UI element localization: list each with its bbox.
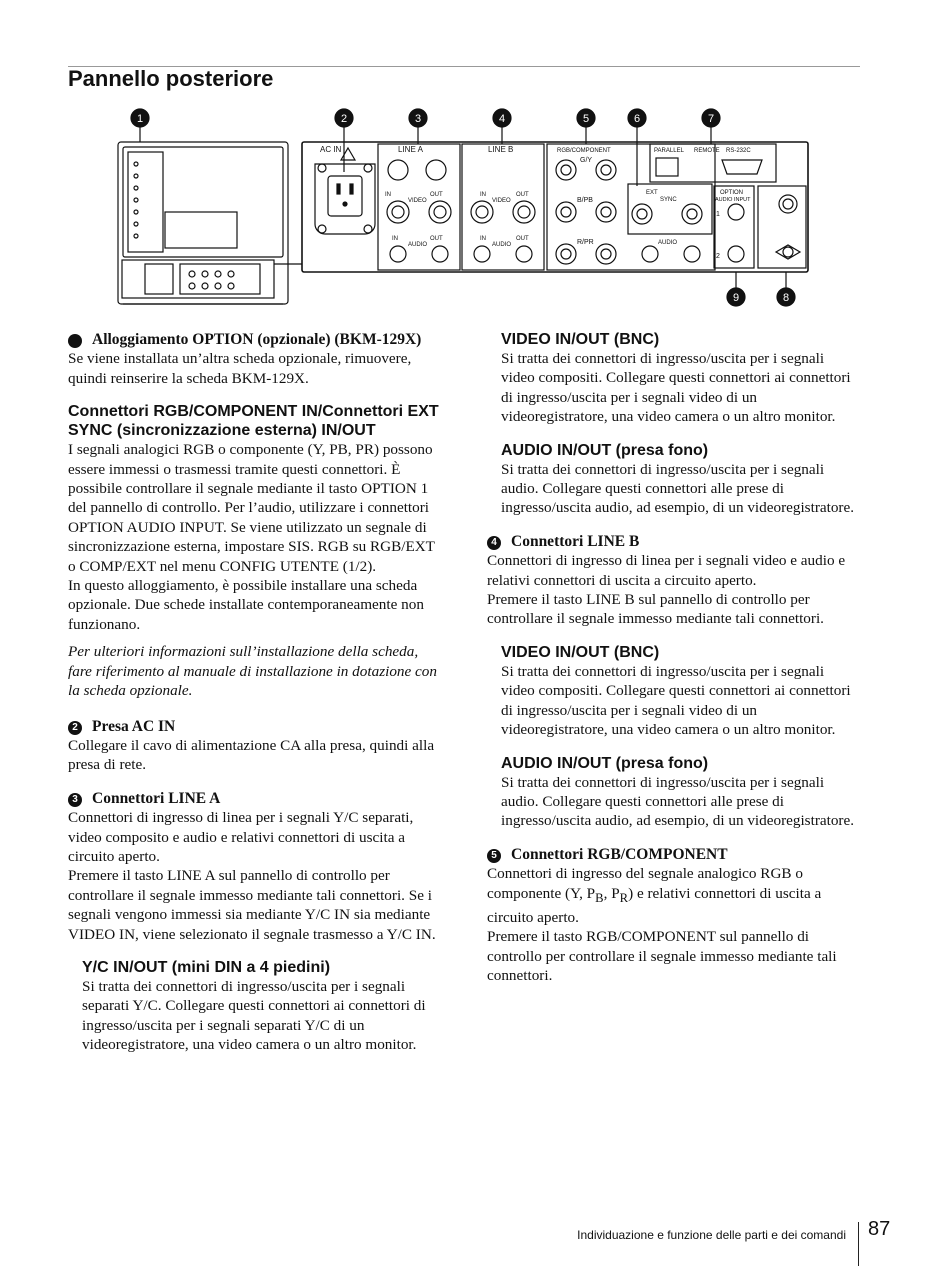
svg-text:G/Y: G/Y xyxy=(580,157,593,164)
svg-text:2: 2 xyxy=(716,253,720,260)
callout-5 xyxy=(577,109,595,144)
section-1-heading: 1 Alloggiamento OPTION (opzionale) (BKM-129X) xyxy=(56,331,422,348)
page-title: Pannello posteriore xyxy=(68,66,274,91)
section-5-heading: 5 Connettori RGB/COMPONENT xyxy=(487,845,859,864)
callout-3 xyxy=(409,109,427,144)
callout-number: 5 xyxy=(487,849,501,863)
section-5-body-2: Premere il tasto RGB/COMPONENT sul pannello di controllo per controllare il segnale immesso mediante tali connettori. xyxy=(487,928,837,985)
audio-in-out-subheading: AUDIO IN/OUT (presa fono) xyxy=(501,441,709,459)
svg-text:5: 5 xyxy=(582,113,590,125)
video-in-out-subheading-b: VIDEO IN/OUT (BNC) xyxy=(501,643,660,661)
svg-text:REMOTE: REMOTE xyxy=(694,148,720,154)
option-audio-input-block xyxy=(714,186,754,268)
left-column xyxy=(56,330,440,1055)
yc-subheading: Y/C IN/OUT (mini DIN a 4 piedini) xyxy=(82,958,331,976)
rgb-component-body-1: I segnali analogici RGB o componente (Y, PB, PR) possono essere immessi o trasmessi tramite questi connettori. È possibile controllare il segnale mediante il tasto OPTION 1 del pannello di controllo. Per l’audio, utilizzare i connettori OPTION AUDIO INPUT. Se viene utilizzato un segnale di sincronizzazione esterna, impostare SIS. RGB su RGB/EXT o COMP/EXT nel menu CONFIG UTENTE (1/2). xyxy=(68,441,435,575)
section-4-body-2: Premere il tasto LINE B sul pannello di controllo per controllare il segnale immesso mediante tali connettori. xyxy=(487,591,824,628)
right-column xyxy=(487,330,859,986)
rear-panel-figure xyxy=(110,104,820,309)
svg-text:LINE B: LINE B xyxy=(488,145,514,154)
section-4-heading: 4 Connettori LINE B xyxy=(487,532,859,551)
svg-text:IN: IN xyxy=(385,192,391,198)
page-number: 87 xyxy=(868,1218,891,1240)
video-in-out-body-b: Si tratta dei connettori di ingresso/uscita per i segnali video compositi. Collegare questi connettori ai connettori di ingresso/uscita per i segnali video di un videoregistratore, una video camera o un altro monitor. xyxy=(501,662,851,739)
svg-text:4: 4 xyxy=(498,113,506,125)
svg-text:OUT: OUT xyxy=(430,192,443,198)
svg-text:IN: IN xyxy=(480,192,486,198)
svg-text:B/PB: B/PB xyxy=(577,197,593,204)
remote-block xyxy=(650,144,776,182)
video-in-out-subheading: VIDEO IN/OUT (BNC) xyxy=(501,331,660,348)
ac-in-socket xyxy=(315,145,375,234)
callout-4 xyxy=(493,109,511,144)
section-5-body-1: Connettori di ingresso del segnale analogico RGB o componente (Y, $P_B$, $P_R$) e relativi connettori di uscita a circuito aperto. xyxy=(487,865,822,926)
audio-in-out-subheading-b: AUDIO IN/OUT (presa fono) xyxy=(501,754,709,772)
svg-text:IN: IN xyxy=(480,236,486,242)
line-a-block xyxy=(378,144,460,270)
callout-number: 4 xyxy=(487,536,501,550)
callout-6 xyxy=(628,109,646,186)
ground-terminal xyxy=(758,186,806,268)
svg-text:AUDIO: AUDIO xyxy=(658,240,678,246)
callout-9 xyxy=(727,272,745,306)
svg-text:AUDIO: AUDIO xyxy=(408,242,428,248)
section-3-body-2: Premere il tasto LINE A sul pannello di controllo per controllare il segnale immesso mediante tali connettori. Se i segnali vengono immessi sia mediante Y/C IN sia mediante VIDEO IN, viene selezionato il segnale trasmesso a Y/C IN. xyxy=(68,867,436,943)
svg-text:IN: IN xyxy=(392,236,398,242)
svg-text:6: 6 xyxy=(633,113,641,125)
svg-text:OUT: OUT xyxy=(430,236,443,242)
callout-7 xyxy=(702,109,720,144)
svg-text:1: 1 xyxy=(716,211,720,218)
svg-text:AUDIO INPUT: AUDIO INPUT xyxy=(715,197,751,203)
svg-text:2: 2 xyxy=(340,113,348,125)
installation-note: Per ulteriori informazioni sull’installazione della scheda, fare riferimento al manuale di installazione in dotazione con la scheda opzionale. xyxy=(68,643,437,700)
rgb-component-block xyxy=(547,144,715,270)
svg-text:EXT: EXT xyxy=(646,190,658,196)
rgb-component-subheading: Connettori RGB/COMPONENT IN/Connettori EXT SYNC (sincronizzazione esterna) IN/OUT xyxy=(68,403,439,440)
svg-text:R/PR: R/PR xyxy=(577,239,594,246)
section-1-body: Se viene installata un’altra scheda opzionale, rimuovere, quindi reinserire la scheda BKM-129X. xyxy=(68,350,412,387)
svg-text:7: 7 xyxy=(707,113,715,125)
callout-8 xyxy=(777,272,795,306)
svg-text:SYNC: SYNC xyxy=(660,197,677,203)
svg-text:OPTION: OPTION xyxy=(720,190,744,196)
svg-text:VIDEO: VIDEO xyxy=(492,198,511,204)
section-3-heading: 3 Connettori LINE A xyxy=(68,789,440,808)
line-b-block xyxy=(462,144,544,270)
rgb-component-body-2: In questo alloggiamento, è possibile installare una scheda opzionale. Due schede installate contemporaneamente non funzionano. xyxy=(68,577,424,633)
svg-text:1: 1 xyxy=(136,113,144,125)
callout-number: 3 xyxy=(68,793,82,807)
svg-text:RGB/COMPONENT: RGB/COMPONENT xyxy=(557,148,611,154)
svg-text:PARALLEL: PARALLEL xyxy=(654,148,684,154)
callout-1 xyxy=(131,109,149,142)
svg-text:3: 3 xyxy=(414,113,422,125)
callout-number: 2 xyxy=(68,721,82,735)
svg-text:AC IN: AC IN xyxy=(320,145,342,154)
svg-text:8: 8 xyxy=(782,292,790,304)
svg-text:OUT: OUT xyxy=(516,192,529,198)
svg-text:AUDIO: AUDIO xyxy=(492,242,512,248)
callout-number: 1 xyxy=(68,334,82,348)
callout-2 xyxy=(335,109,353,172)
audio-in-out-body-b: Si tratta dei connettori di ingresso/uscita per i segnali audio. Collegare questi connettori alle prese di ingresso/uscita audio, ad esempio, di un videoregistratore. xyxy=(501,773,855,830)
footer-divider xyxy=(858,1222,859,1266)
svg-text:VIDEO: VIDEO xyxy=(408,198,427,204)
svg-text:RS-232C: RS-232C xyxy=(726,148,751,154)
svg-text:LINE A: LINE A xyxy=(398,145,423,154)
section-2-body: Collegare il cavo di alimentazione CA alla presa, quindi alla presa di rete. xyxy=(68,736,435,774)
panel-detail xyxy=(302,142,808,272)
section-4-body-1: Connettori di ingresso di linea per i segnali video e audio e relativi connettori di uscita a circuito aperto. xyxy=(487,552,846,589)
monitor-rear-thumbnail xyxy=(118,142,302,304)
video-in-out-body: Si tratta dei connettori di ingresso/uscita per i segnali video compositi. Collegare questi connettori ai connettori di ingresso/uscita per i segnali video di un videoregistratore, una video camera o un altro monitor. xyxy=(501,350,851,426)
section-2-heading: 2 Presa AC IN xyxy=(68,717,440,736)
yc-body: Si tratta dei connettori di ingresso/uscita per i segnali separati Y/C. Collegare questi connettori ai connettori di ingresso/uscita per i segnali separati Y/C di un videoregistratore, una video camera o un altro monitor. xyxy=(82,977,426,1054)
svg-text:OUT: OUT xyxy=(516,236,529,242)
section-3-body-1: Connettori di ingresso di linea per i segnali Y/C separati, video composito e audio e relativi connettori di uscita a circuito aperto. xyxy=(68,809,414,865)
svg-text:9: 9 xyxy=(732,292,740,304)
footer-section-title: Individuazione e funzione delle parti e dei comandi xyxy=(577,1228,846,1242)
audio-in-out-body: Si tratta dei connettori di ingresso/uscita per i segnali audio. Collegare questi connettori alle prese di ingresso/uscita audio, ad esempio, di un videoregistratore. xyxy=(501,460,855,517)
